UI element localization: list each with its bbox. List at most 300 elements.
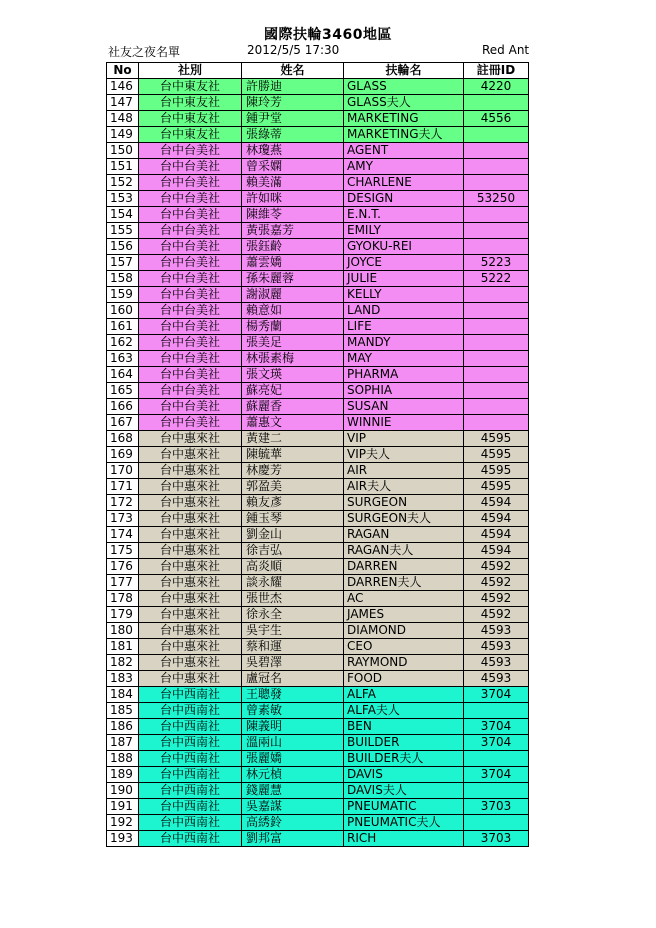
cell-name: 吳碧澤 — [242, 655, 344, 671]
cell-club: 台中西南社 — [139, 767, 242, 783]
cell-rotary-name: RAGAN — [344, 527, 464, 543]
table-row — [107, 399, 529, 415]
cell-rotary-name: GYOKU-REI — [344, 239, 464, 255]
cell-no: 173 — [107, 511, 139, 527]
cell-rotary-name: E.N.T. — [344, 207, 464, 223]
table-row — [107, 831, 529, 847]
cell-reg-id: 3704 — [464, 687, 529, 703]
cell-no: 156 — [107, 239, 139, 255]
cell-club: 台中東友社 — [139, 95, 242, 111]
cell-no: 154 — [107, 207, 139, 223]
cell-club: 台中惠來社 — [139, 575, 242, 591]
header-reg-id: 註冊ID — [464, 63, 529, 79]
cell-reg-id: 3704 — [464, 767, 529, 783]
cell-rotary-name: JULIE — [344, 271, 464, 287]
cell-no: 165 — [107, 383, 139, 399]
cell-reg-id: 4592 — [464, 559, 529, 575]
cell-rotary-name: SOPHIA — [344, 383, 464, 399]
cell-reg-id: 3703 — [464, 799, 529, 815]
cell-name: 溫兩山 — [242, 735, 344, 751]
cell-reg-id: 4592 — [464, 607, 529, 623]
table-row — [107, 799, 529, 815]
cell-no: 147 — [107, 95, 139, 111]
cell-club: 台中台美社 — [139, 399, 242, 415]
cell-club: 台中惠來社 — [139, 527, 242, 543]
cell-club: 台中惠來社 — [139, 591, 242, 607]
cell-club: 台中西南社 — [139, 719, 242, 735]
table-body — [107, 79, 529, 847]
table-row — [107, 175, 529, 191]
cell-name: 張世杰 — [242, 591, 344, 607]
cell-rotary-name: MANDY — [344, 335, 464, 351]
table-row — [107, 351, 529, 367]
table-row — [107, 271, 529, 287]
cell-name: 張美足 — [242, 335, 344, 351]
cell-club: 台中惠來社 — [139, 559, 242, 575]
cell-club: 台中惠來社 — [139, 431, 242, 447]
cell-reg-id — [464, 367, 529, 383]
cell-name: 鍾玉琴 — [242, 511, 344, 527]
cell-name: 賴意如 — [242, 303, 344, 319]
table-row — [107, 143, 529, 159]
cell-no: 175 — [107, 543, 139, 559]
cell-reg-id — [464, 351, 529, 367]
cell-reg-id — [464, 95, 529, 111]
cell-no: 153 — [107, 191, 139, 207]
table-row — [107, 127, 529, 143]
cell-reg-id — [464, 399, 529, 415]
cell-name: 吳嘉謀 — [242, 799, 344, 815]
cell-rotary-name: CHARLENE — [344, 175, 464, 191]
list-title: 社友之夜名單 — [108, 45, 181, 59]
cell-club: 台中惠來社 — [139, 479, 242, 495]
cell-club: 台中西南社 — [139, 703, 242, 719]
cell-reg-id — [464, 159, 529, 175]
cell-rotary-name: LIFE — [344, 319, 464, 335]
cell-name: 蘇亮妃 — [242, 383, 344, 399]
table-row — [107, 527, 529, 543]
cell-no: 155 — [107, 223, 139, 239]
cell-name: 楊秀蘭 — [242, 319, 344, 335]
table-row — [107, 431, 529, 447]
cell-no: 163 — [107, 351, 139, 367]
cell-club: 台中惠來社 — [139, 511, 242, 527]
cell-no: 183 — [107, 671, 139, 687]
cell-reg-id: 4594 — [464, 543, 529, 559]
cell-name: 張綠蒂 — [242, 127, 344, 143]
cell-reg-id — [464, 383, 529, 399]
cell-club: 台中西南社 — [139, 687, 242, 703]
cell-club: 台中西南社 — [139, 815, 242, 831]
cell-club: 台中東友社 — [139, 111, 242, 127]
table-row — [107, 191, 529, 207]
table-row — [107, 463, 529, 479]
table-row — [107, 639, 529, 655]
cell-name: 賴美滿 — [242, 175, 344, 191]
header-no: No — [107, 63, 139, 79]
cell-rotary-name: VIP夫人 — [344, 447, 464, 463]
cell-name: 盧冠名 — [242, 671, 344, 687]
cell-name: 賴友彥 — [242, 495, 344, 511]
cell-club: 台中台美社 — [139, 319, 242, 335]
cell-club: 台中台美社 — [139, 191, 242, 207]
cell-name: 曾素敏 — [242, 703, 344, 719]
cell-reg-id: 3704 — [464, 735, 529, 751]
cell-no: 193 — [107, 831, 139, 847]
table-row — [107, 767, 529, 783]
cell-name: 黃張嘉芳 — [242, 223, 344, 239]
cell-club: 台中台美社 — [139, 159, 242, 175]
table-row — [107, 223, 529, 239]
cell-club: 台中惠來社 — [139, 495, 242, 511]
cell-no: 170 — [107, 463, 139, 479]
cell-reg-id: 4592 — [464, 575, 529, 591]
cell-no: 187 — [107, 735, 139, 751]
cell-name: 孫朱麗蓉 — [242, 271, 344, 287]
cell-name: 陳玲芳 — [242, 95, 344, 111]
cell-reg-id — [464, 239, 529, 255]
cell-reg-id: 4592 — [464, 591, 529, 607]
cell-name: 高綉鈴 — [242, 815, 344, 831]
table-row — [107, 735, 529, 751]
cell-name: 黃建二 — [242, 431, 344, 447]
cell-name: 陳毓華 — [242, 447, 344, 463]
table-row — [107, 207, 529, 223]
cell-rotary-name: VIP — [344, 431, 464, 447]
cell-rotary-name: AIR夫人 — [344, 479, 464, 495]
table-row — [107, 495, 529, 511]
cell-name: 徐永全 — [242, 607, 344, 623]
cell-club: 台中台美社 — [139, 303, 242, 319]
table-row — [107, 623, 529, 639]
cell-rotary-name: WINNIE — [344, 415, 464, 431]
cell-rotary-name: PNEUMATIC夫人 — [344, 815, 464, 831]
cell-rotary-name: RAYMOND — [344, 655, 464, 671]
cell-rotary-name: AGENT — [344, 143, 464, 159]
cell-rotary-name: BUILDER夫人 — [344, 751, 464, 767]
table-row — [107, 703, 529, 719]
cell-reg-id: 4594 — [464, 511, 529, 527]
cell-club: 台中台美社 — [139, 287, 242, 303]
cell-rotary-name: AC — [344, 591, 464, 607]
cell-club: 台中台美社 — [139, 175, 242, 191]
cell-club: 台中西南社 — [139, 831, 242, 847]
cell-club: 台中台美社 — [139, 207, 242, 223]
cell-no: 171 — [107, 479, 139, 495]
cell-reg-id: 4556 — [464, 111, 529, 127]
cell-name: 陳義明 — [242, 719, 344, 735]
cell-name: 吳宇生 — [242, 623, 344, 639]
cell-name: 謝淑麗 — [242, 287, 344, 303]
cell-no: 181 — [107, 639, 139, 655]
table-row — [107, 319, 529, 335]
cell-name: 徐吉弘 — [242, 543, 344, 559]
cell-rotary-name: SUSAN — [344, 399, 464, 415]
cell-rotary-name: DARREN — [344, 559, 464, 575]
table-row — [107, 479, 529, 495]
cell-rotary-name: EMILY — [344, 223, 464, 239]
table-row — [107, 383, 529, 399]
cell-rotary-name: SURGEON — [344, 495, 464, 511]
table-row — [107, 95, 529, 111]
cell-club: 台中惠來社 — [139, 463, 242, 479]
cell-club: 台中台美社 — [139, 367, 242, 383]
cell-no: 192 — [107, 815, 139, 831]
table-row — [107, 575, 529, 591]
table-row — [107, 335, 529, 351]
cell-club: 台中西南社 — [139, 751, 242, 767]
cell-name: 錢麗慧 — [242, 783, 344, 799]
event-datetime: 2012/5/5 17:30 — [247, 43, 340, 57]
cell-name: 林瓊燕 — [242, 143, 344, 159]
cell-club: 台中台美社 — [139, 351, 242, 367]
cell-reg-id — [464, 335, 529, 351]
cell-no: 152 — [107, 175, 139, 191]
cell-no: 190 — [107, 783, 139, 799]
cell-club: 台中惠來社 — [139, 447, 242, 463]
cell-name: 林慶芳 — [242, 463, 344, 479]
table-row — [107, 671, 529, 687]
cell-reg-id: 4595 — [464, 431, 529, 447]
cell-name: 談永耀 — [242, 575, 344, 591]
cell-no: 150 — [107, 143, 139, 159]
table-row — [107, 607, 529, 623]
cell-reg-id: 5223 — [464, 255, 529, 271]
cell-reg-id — [464, 815, 529, 831]
cell-name: 劉金山 — [242, 527, 344, 543]
table-row — [107, 687, 529, 703]
cell-reg-id — [464, 143, 529, 159]
cell-no: 168 — [107, 431, 139, 447]
table-row — [107, 255, 529, 271]
cell-club: 台中台美社 — [139, 255, 242, 271]
cell-club: 台中台美社 — [139, 415, 242, 431]
header-club: 社別 — [139, 63, 242, 79]
cell-rotary-name: DESIGN — [344, 191, 464, 207]
table-row — [107, 815, 529, 831]
cell-no: 177 — [107, 575, 139, 591]
table-row — [107, 447, 529, 463]
table-row — [107, 511, 529, 527]
cell-no: 185 — [107, 703, 139, 719]
cell-reg-id — [464, 127, 529, 143]
cell-rotary-name: MARKETING夫人 — [344, 127, 464, 143]
cell-reg-id: 4593 — [464, 671, 529, 687]
cell-reg-id — [464, 703, 529, 719]
cell-club: 台中台美社 — [139, 223, 242, 239]
cell-rotary-name: SURGEON夫人 — [344, 511, 464, 527]
cell-reg-id — [464, 783, 529, 799]
cell-club: 台中台美社 — [139, 335, 242, 351]
cell-club: 台中惠來社 — [139, 623, 242, 639]
cell-reg-id: 3703 — [464, 831, 529, 847]
cell-no: 180 — [107, 623, 139, 639]
cell-no: 167 — [107, 415, 139, 431]
cell-club: 台中台美社 — [139, 271, 242, 287]
cell-rotary-name: DIAMOND — [344, 623, 464, 639]
cell-no: 184 — [107, 687, 139, 703]
cell-no: 174 — [107, 527, 139, 543]
page-title: 國際扶輪3460地區 — [264, 27, 392, 43]
cell-no: 189 — [107, 767, 139, 783]
cell-name: 林元楨 — [242, 767, 344, 783]
cell-rotary-name: AMY — [344, 159, 464, 175]
cell-name: 蕭惠文 — [242, 415, 344, 431]
cell-name: 張鈺齡 — [242, 239, 344, 255]
cell-no: 176 — [107, 559, 139, 575]
cell-club: 台中東友社 — [139, 79, 242, 95]
cell-club: 台中西南社 — [139, 783, 242, 799]
cell-no: 186 — [107, 719, 139, 735]
cell-rotary-name: PHARMA — [344, 367, 464, 383]
cell-no: 178 — [107, 591, 139, 607]
cell-reg-id: 4594 — [464, 495, 529, 511]
cell-club: 台中惠來社 — [139, 543, 242, 559]
cell-rotary-name: ALFA — [344, 687, 464, 703]
cell-name: 郭盈美 — [242, 479, 344, 495]
cell-no: 160 — [107, 303, 139, 319]
cell-rotary-name: BUILDER — [344, 735, 464, 751]
cell-rotary-name: GLASS夫人 — [344, 95, 464, 111]
cell-rotary-name: JOYCE — [344, 255, 464, 271]
cell-rotary-name: DAVIS — [344, 767, 464, 783]
table-row — [107, 159, 529, 175]
header-name: 姓名 — [242, 63, 344, 79]
cell-name: 蕭雲嬌 — [242, 255, 344, 271]
member-table — [106, 62, 529, 847]
table-row — [107, 367, 529, 383]
cell-name: 林張素梅 — [242, 351, 344, 367]
table-row — [107, 559, 529, 575]
author-label: Red Ant — [482, 43, 530, 57]
cell-club: 台中東友社 — [139, 127, 242, 143]
cell-no: 182 — [107, 655, 139, 671]
table-row — [107, 79, 529, 95]
cell-no: 191 — [107, 799, 139, 815]
cell-name: 許勝迪 — [242, 79, 344, 95]
header-rotary-name: 扶輪名 — [344, 63, 464, 79]
cell-name: 張文瑛 — [242, 367, 344, 383]
cell-no: 188 — [107, 751, 139, 767]
cell-club: 台中惠來社 — [139, 639, 242, 655]
cell-rotary-name: LAND — [344, 303, 464, 319]
cell-no: 146 — [107, 79, 139, 95]
cell-reg-id — [464, 303, 529, 319]
cell-rotary-name: ALFA夫人 — [344, 703, 464, 719]
cell-no: 151 — [107, 159, 139, 175]
cell-name: 陳維苓 — [242, 207, 344, 223]
cell-rotary-name: DARREN夫人 — [344, 575, 464, 591]
cell-name: 蔡和運 — [242, 639, 344, 655]
cell-rotary-name: JAMES — [344, 607, 464, 623]
cell-name: 鍾尹堂 — [242, 111, 344, 127]
cell-club: 台中台美社 — [139, 239, 242, 255]
cell-name: 蘇麗香 — [242, 399, 344, 415]
cell-no: 172 — [107, 495, 139, 511]
cell-reg-id — [464, 175, 529, 191]
table-row — [107, 111, 529, 127]
cell-no: 169 — [107, 447, 139, 463]
cell-reg-id: 53250 — [464, 191, 529, 207]
table-row — [107, 719, 529, 735]
cell-rotary-name: BEN — [344, 719, 464, 735]
cell-club: 台中台美社 — [139, 143, 242, 159]
cell-rotary-name: RICH — [344, 831, 464, 847]
cell-reg-id — [464, 319, 529, 335]
table-row — [107, 783, 529, 799]
cell-reg-id: 4593 — [464, 639, 529, 655]
cell-rotary-name: CEO — [344, 639, 464, 655]
cell-no: 157 — [107, 255, 139, 271]
cell-rotary-name: FOOD — [344, 671, 464, 687]
table-row — [107, 655, 529, 671]
cell-reg-id: 4593 — [464, 623, 529, 639]
table-row — [107, 415, 529, 431]
cell-club: 台中惠來社 — [139, 607, 242, 623]
cell-reg-id: 4220 — [464, 79, 529, 95]
cell-rotary-name: GLASS — [344, 79, 464, 95]
cell-rotary-name: KELLY — [344, 287, 464, 303]
cell-reg-id: 4595 — [464, 463, 529, 479]
cell-club: 台中台美社 — [139, 383, 242, 399]
cell-reg-id — [464, 287, 529, 303]
cell-no: 158 — [107, 271, 139, 287]
cell-rotary-name: MAY — [344, 351, 464, 367]
table-row — [107, 287, 529, 303]
cell-rotary-name: AIR — [344, 463, 464, 479]
cell-reg-id: 4593 — [464, 655, 529, 671]
cell-rotary-name: PNEUMATIC — [344, 799, 464, 815]
cell-no: 161 — [107, 319, 139, 335]
cell-reg-id: 4595 — [464, 479, 529, 495]
cell-rotary-name: DAVIS夫人 — [344, 783, 464, 799]
table-row — [107, 239, 529, 255]
cell-no: 164 — [107, 367, 139, 383]
cell-reg-id — [464, 223, 529, 239]
cell-reg-id — [464, 415, 529, 431]
cell-no: 148 — [107, 111, 139, 127]
cell-name: 王聰發 — [242, 687, 344, 703]
cell-no: 159 — [107, 287, 139, 303]
cell-reg-id — [464, 207, 529, 223]
cell-club: 台中惠來社 — [139, 655, 242, 671]
cell-name: 高炎順 — [242, 559, 344, 575]
cell-reg-id: 4595 — [464, 447, 529, 463]
cell-no: 179 — [107, 607, 139, 623]
table-row — [107, 751, 529, 767]
cell-no: 166 — [107, 399, 139, 415]
cell-club: 台中西南社 — [139, 735, 242, 751]
cell-club: 台中西南社 — [139, 799, 242, 815]
cell-name: 許如咪 — [242, 191, 344, 207]
cell-name: 曾采嫻 — [242, 159, 344, 175]
cell-name: 張麗嬌 — [242, 751, 344, 767]
table-row — [107, 303, 529, 319]
cell-reg-id: 3704 — [464, 719, 529, 735]
cell-reg-id — [464, 751, 529, 767]
table-row — [107, 591, 529, 607]
cell-no: 149 — [107, 127, 139, 143]
cell-reg-id: 4594 — [464, 527, 529, 543]
cell-reg-id: 5222 — [464, 271, 529, 287]
table-header-row — [107, 63, 529, 79]
cell-no: 162 — [107, 335, 139, 351]
cell-rotary-name: MARKETING — [344, 111, 464, 127]
cell-club: 台中惠來社 — [139, 671, 242, 687]
table-row — [107, 543, 529, 559]
cell-rotary-name: RAGAN夫人 — [344, 543, 464, 559]
cell-name: 劉邦富 — [242, 831, 344, 847]
